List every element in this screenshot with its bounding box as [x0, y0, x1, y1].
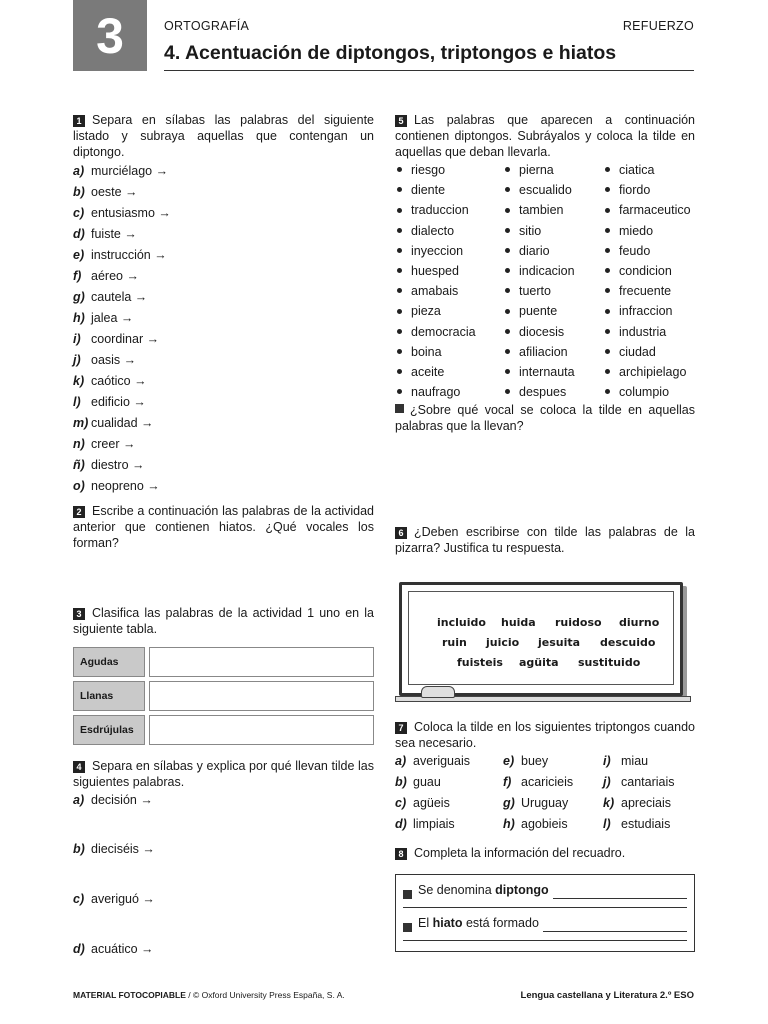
exercise-1-instruction: 1 Separa en sílabas las palabras del siguiente listado y subraya aquellas que contengan un diptongo.: [73, 113, 374, 159]
exercise-8-instruction: 8 Completa la información del recuadro.: [395, 845, 695, 861]
bullet-icon: [505, 187, 510, 192]
list-item: f) aéreo →: [73, 269, 139, 283]
word-item: despues: [503, 382, 603, 402]
word-item: fiordo: [603, 180, 695, 200]
bullet-icon: [397, 187, 402, 192]
square-bullet-icon: [395, 404, 404, 413]
list-item: b) oeste →: [73, 185, 138, 199]
exercise-4-instruction: 4 Separa en sílabas y explica por qué llevan tilde las siguientes palabras.: [73, 759, 374, 789]
exercise-7-grid: [395, 751, 695, 835]
square-bullet-icon: [403, 923, 412, 932]
word-item: traduccion: [395, 200, 503, 220]
word-item: dialecto: [395, 221, 503, 241]
page-title: 4. Acentuación de diptongos, triptongos e hiatos: [164, 42, 617, 64]
classification-table: [73, 643, 374, 749]
exercise-number-badge: 8: [395, 848, 407, 860]
list-item: d) limpiais: [395, 817, 455, 831]
bullet-icon: [605, 268, 610, 273]
bullet-icon: [397, 329, 402, 334]
exercise-number-badge: 1: [73, 115, 85, 127]
answer-line[interactable]: [553, 886, 687, 899]
board-word: sustituido: [578, 656, 641, 669]
word-item: inyeccion: [395, 241, 503, 261]
exercise-7: [395, 719, 695, 835]
bullet-icon: [505, 288, 510, 293]
word-item: democracia: [395, 322, 503, 342]
answer-cell-esdrujulas[interactable]: [149, 715, 374, 745]
section-label: ORTOGRAFÍA: [164, 19, 250, 33]
bullet-icon: [605, 389, 610, 394]
bullet-icon: [397, 369, 402, 374]
board-word: descuido: [600, 636, 656, 649]
list-item: e) buey: [503, 754, 549, 768]
bullet-icon: [397, 389, 402, 394]
exercise-4-list: [73, 790, 374, 960]
bullet-icon: [397, 349, 402, 354]
list-item: h) agobieis: [503, 817, 568, 831]
board-word: incluido: [437, 616, 486, 629]
info-line-diptongo: Se denomina diptongo: [403, 881, 687, 899]
list-item: o) neopreno →: [73, 479, 160, 493]
list-item: i) coordinar →: [73, 332, 160, 346]
word-item: condicion: [603, 261, 695, 281]
list-item: f) acaricieis: [503, 775, 574, 789]
board-word: jesuita: [538, 636, 581, 649]
bullet-icon: [505, 167, 510, 172]
word-item: huesped: [395, 261, 503, 281]
word-item: archipielago: [603, 362, 695, 382]
list-item: a) averiguais: [395, 754, 470, 768]
board-word: ruin: [442, 636, 467, 649]
word-item: puente: [503, 301, 603, 321]
answer-cell-agudas[interactable]: [149, 647, 374, 677]
word-item: feudo: [603, 241, 695, 261]
list-item: d) acuático →: [73, 942, 154, 956]
exercise-7-instruction: 7 Coloca la tilde en los siguientes triptongos cuando sea necesario.: [395, 720, 695, 750]
bullet-icon: [605, 228, 610, 233]
word-item: escualido: [503, 180, 603, 200]
exercise-2-instruction: 2 Escribe a continuación las palabras de la actividad anterior que contienen hiatos. ¿Qué vocales los forman?: [73, 504, 374, 550]
list-item: c) averiguó →: [73, 892, 155, 906]
footer-book-title: Lengua castellana y Literatura 2.º ESO: [520, 990, 694, 1001]
board-word: ruidoso: [555, 616, 602, 629]
exercise-number-badge: 2: [73, 506, 85, 518]
word-item: tambien: [503, 200, 603, 220]
row-label-llanas: Llanas: [73, 681, 145, 711]
list-item: b) dieciséis →: [73, 842, 155, 856]
word-item: industria: [603, 322, 695, 342]
bullet-icon: [505, 389, 510, 394]
list-item: e) instrucción →: [73, 248, 167, 262]
info-line-hiato: El hiato está formado: [403, 914, 687, 932]
table-row: [73, 647, 374, 677]
bullet-icon: [397, 167, 402, 172]
exercise-1-list: [73, 161, 374, 497]
word-item: internauta: [503, 362, 603, 382]
bullet-icon: [397, 228, 402, 233]
word-item: farmaceutico: [603, 200, 695, 220]
unit-number: 3: [96, 7, 124, 64]
list-item: a) murciélago →: [73, 164, 169, 178]
bullet-icon: [605, 187, 610, 192]
list-item: j) oasis →: [73, 353, 137, 367]
unit-number-box: [73, 0, 147, 71]
word-item: tuerto: [503, 281, 603, 301]
exercise-number-badge: 6: [395, 527, 407, 539]
bullet-icon: [397, 288, 402, 293]
list-item: a) decisión →: [73, 793, 153, 807]
word-item: amabais: [395, 281, 503, 301]
list-item: c) agüeis: [395, 796, 450, 810]
list-item: h) jalea →: [73, 311, 134, 325]
word-item: ciudad: [603, 342, 695, 362]
bullet-icon: [397, 268, 402, 273]
word-item: miedo: [603, 221, 695, 241]
table-row: [73, 715, 374, 745]
list-item: k) apreciais: [603, 796, 672, 810]
exercise-6-instruction: 6 ¿Deben escribirse con tilde las palabras de la pizarra? Justifica tu respuesta.: [395, 525, 695, 556]
exercise-5-question: ¿Sobre qué vocal se coloca la tilde en aquellas palabras que la llevan?: [395, 403, 695, 434]
bullet-icon: [505, 309, 510, 314]
exercise-number-badge: 3: [73, 608, 85, 620]
bullet-icon: [397, 248, 402, 253]
word-item: indicacion: [503, 261, 603, 281]
exercise-number-badge: 7: [395, 722, 407, 734]
exercise-number-badge: 4: [73, 761, 85, 773]
bullet-icon: [505, 268, 510, 273]
row-label-esdrujulas: Esdrújulas: [73, 715, 145, 745]
word-item: ciatica: [603, 160, 695, 180]
word-item: sitio: [503, 221, 603, 241]
list-item: g) Uruguay: [503, 796, 569, 810]
footer-copyright: MATERIAL FOTOCOPIABLE / © Oxford University Press España, S. A.: [73, 990, 345, 1000]
list-item: m) cualidad →: [73, 416, 154, 430]
exercise-5-word-grid: [395, 160, 695, 402]
answer-cell-llanas[interactable]: [149, 681, 374, 711]
list-item: l) edificio →: [73, 395, 146, 409]
board-word: huida: [501, 616, 536, 629]
word-item: pieza: [395, 301, 503, 321]
word-item: naufrago: [395, 382, 503, 402]
list-item: g) cautela →: [73, 290, 148, 304]
list-item: l) estudiais: [603, 817, 671, 831]
word-item: aceite: [395, 362, 503, 382]
list-item: i) miau: [603, 754, 649, 768]
square-bullet-icon: [403, 890, 412, 899]
list-item: k) caótico →: [73, 374, 147, 388]
exercise-3-instruction: 3 Clasifica las palabras de la actividad 1 uno en la siguiente tabla.: [73, 606, 374, 636]
exercise-number-badge: 5: [395, 115, 407, 127]
bullet-icon: [605, 309, 610, 314]
bullet-icon: [397, 309, 402, 314]
list-item: b) guau: [395, 775, 441, 789]
info-box: [395, 874, 695, 952]
bullet-icon: [505, 329, 510, 334]
list-item: c) entusiasmo →: [73, 206, 171, 220]
word-item: riesgo: [395, 160, 503, 180]
table-row: [73, 681, 374, 711]
board-word: fuisteis: [457, 656, 503, 669]
bullet-icon: [505, 208, 510, 213]
exercise-5-instruction: 5 Las palabras que aparecen a continuación contienen diptongos. Subráyalos y coloca la tilde en aquellas que deban llevarla.: [395, 113, 695, 159]
bullet-icon: [397, 208, 402, 213]
answer-line[interactable]: [403, 899, 687, 908]
word-item: infraccion: [603, 301, 695, 321]
list-item: ñ) diestro →: [73, 458, 145, 472]
word-item: diocesis: [503, 322, 603, 342]
bullet-icon: [505, 369, 510, 374]
bullet-icon: [605, 167, 610, 172]
blackboard: [395, 580, 695, 702]
header-divider: [164, 70, 694, 71]
bullet-icon: [605, 288, 610, 293]
row-label-agudas: Agudas: [73, 647, 145, 677]
board-word: juicio: [486, 636, 520, 649]
bullet-icon: [505, 349, 510, 354]
word-item: columpio: [603, 382, 695, 402]
bullet-icon: [605, 349, 610, 354]
word-item: afiliacion: [503, 342, 603, 362]
word-item: diente: [395, 180, 503, 200]
word-item: diario: [503, 241, 603, 261]
eraser-icon: [421, 686, 455, 698]
answer-line[interactable]: [403, 932, 687, 941]
board-word: diurno: [619, 616, 660, 629]
word-item: frecuente: [603, 281, 695, 301]
bullet-icon: [605, 369, 610, 374]
list-item: j) cantariais: [603, 775, 675, 789]
bullet-icon: [505, 228, 510, 233]
board-word: agüita: [519, 656, 559, 669]
bullet-icon: [605, 208, 610, 213]
left-column: [73, 112, 374, 960]
list-item: n) creer →: [73, 437, 136, 451]
worksheet-type: REFUERZO: [622, 19, 694, 33]
right-column: [395, 112, 695, 556]
word-item: boina: [395, 342, 503, 362]
word-item: pierna: [503, 160, 603, 180]
bullet-icon: [605, 248, 610, 253]
bullet-icon: [505, 248, 510, 253]
answer-line[interactable]: [543, 919, 687, 932]
bullet-icon: [605, 329, 610, 334]
list-item: d) fuiste →: [73, 227, 137, 241]
